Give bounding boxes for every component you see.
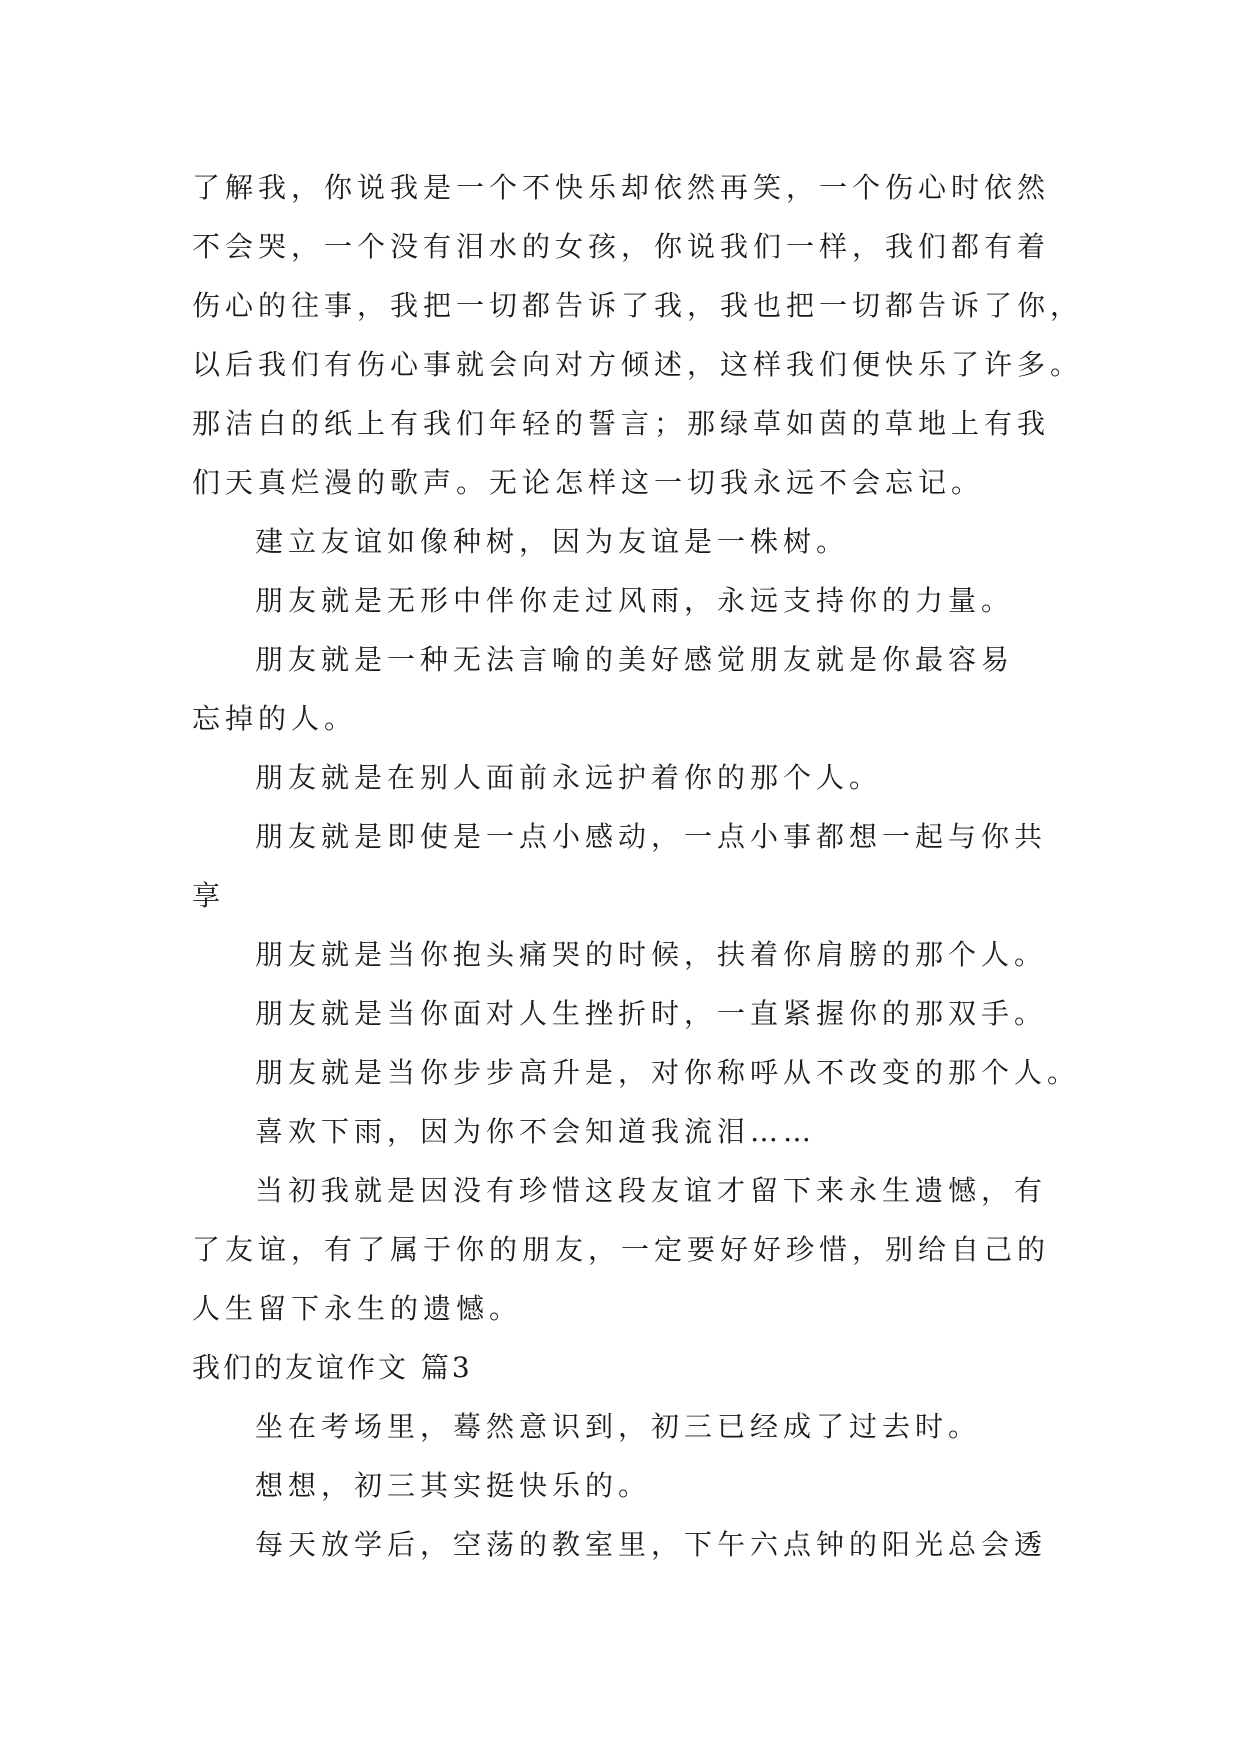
text-line: 那洁白的纸上有我们年轻的誓言；那绿草如茵的草地上有我: [192, 407, 1051, 440]
text-line: 建立友谊如像种树，因为友谊是一株树。: [255, 525, 850, 558]
text-line: 伤心的往事，我把一切都告诉了我，我也把一切都告诉了你，: [192, 289, 1084, 322]
text-line: 朋友就是即使是一点小感动，一点小事都想一起与你共: [255, 820, 1048, 853]
text-line: 朋友就是一种无法言喻的美好感觉朋友就是你最容易: [255, 643, 1015, 676]
text-line: 享: [192, 879, 226, 912]
text-line: 朋友就是在别人面前永远护着你的那个人。: [255, 761, 883, 794]
text-line: 朋友就是无形中伴你走过风雨，永远支持你的力量。: [255, 584, 1015, 617]
text-line: 不会哭，一个没有泪水的女孩，你说我们一样，我们都有着: [192, 230, 1051, 263]
text-line: 朋友就是当你抱头痛哭的时候，扶着你肩膀的那个人。: [255, 938, 1048, 971]
text-line: 朋友就是当你面对人生挫折时，一直紧握你的那双手。: [255, 997, 1048, 1030]
text-line: 想想，初三其实挺快乐的。: [255, 1469, 652, 1502]
text-line: 朋友就是当你步步高升是，对你称呼从不改变的那个人。: [255, 1056, 1081, 1089]
text-line: 以后我们有伤心事就会向对方倾述，这样我们便快乐了许多。: [192, 348, 1084, 381]
text-line: 每天放学后，空荡的教室里，下午六点钟的阳光总会透: [255, 1528, 1048, 1561]
document-body: [192, 158, 1084, 1574]
text-line: 喜欢下雨，因为你不会知道我流泪……: [255, 1115, 817, 1148]
text-line: 坐在考场里，蓦然意识到，初三已经成了过去时。: [255, 1410, 982, 1443]
text-line: 人生留下永生的遗憾。: [192, 1292, 523, 1325]
text-line: 们天真烂漫的歌声。无论怎样这一切我永远不会忘记。: [192, 466, 985, 499]
text-line: 忘掉的人。: [192, 702, 358, 735]
text-line: 了解我，你说我是一个不快乐却依然再笑，一个伤心时依然: [192, 171, 1051, 204]
section-heading: 我们的友谊作文 篇3: [192, 1351, 473, 1384]
text-line: 当初我就是因没有珍惜这段友谊才留下来永生遗憾，有: [255, 1174, 1048, 1207]
text-line: 了友谊，有了属于你的朋友，一定要好好珍惜，别给自己的: [192, 1233, 1051, 1266]
